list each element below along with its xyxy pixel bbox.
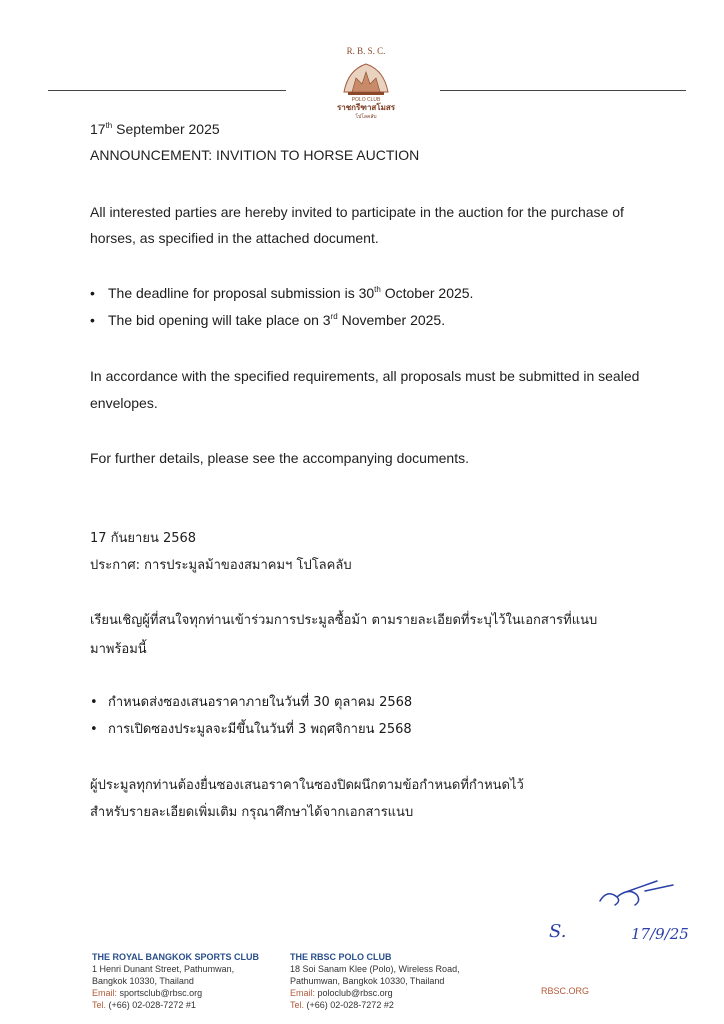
bullet1-sup: th (374, 285, 381, 294)
thai-para2: ผู้ประมูลทุกท่านต้องยื่นซองเสนอราคาในซองปิดผนึกตามข้อกำหนดที่กำหนดไว้ (90, 778, 524, 793)
club2-tel-label: Tel. (290, 1000, 305, 1010)
logo-sub-text: โปโลคลับ (355, 114, 377, 120)
club1-tel-label: Tel. (92, 1000, 107, 1010)
club1-tel-value: (+66) 02-028-7272 #1 (106, 1000, 196, 1010)
club1-email-label: Email: (92, 988, 118, 998)
english-bullet-2 (90, 310, 445, 330)
bullet1-pre: The deadline for proposal submission is 30 (108, 285, 375, 301)
handwritten-signature (545, 875, 705, 945)
bullet-dot: • (90, 312, 95, 328)
bullet2-sup: rd (330, 312, 338, 321)
thai-date: 17 กันยายน 2568 (90, 531, 197, 546)
website-link[interactable]: RBSC.ORG (541, 986, 590, 996)
thai-para1-line1: เรียนเชิญผู้ที่สนใจทุกท่านเข้าร่วมการประมูลซื้อม้า ตามรายละเอียดที่ระบุไว้ในเอกสารที่แนบ (90, 613, 598, 628)
english-date (90, 116, 220, 142)
logo-thai-text: ราชกรีฑาสโมสร (336, 103, 396, 112)
english-para1-line1: All interested parties are hereby invited to participate in the auction for the purchase of (90, 204, 624, 220)
club1-addr1: 1 Henri Dunant Street, Pathumwan, (92, 964, 235, 974)
club1-email-row (92, 987, 259, 999)
bullet-dot: • (90, 285, 95, 301)
bullet2-pre: The bid opening will take place on 3 (108, 312, 331, 328)
thai-bullet-1 (90, 693, 412, 713)
logo-mid-text: POLO CLUB (351, 97, 381, 103)
english-title: ANNOUNCEMENT: INVITION TO HORSE AUCTION (90, 147, 420, 163)
date-rest: September 2025 (112, 121, 220, 137)
club2-tel-value: (+66) 02-028-7272 #2 (304, 1000, 394, 1010)
header-rule-right (440, 90, 686, 91)
thai-bullet2-text: การเปิดซองประมูลจะมีขึ้นในวันที่ 3 พฤศจิกายน 2568 (108, 722, 412, 737)
date-day: 17 (90, 121, 106, 137)
footer-club2 (290, 951, 460, 1011)
club2-addr2: Pathumwan, Bangkok 10330, Thailand (290, 976, 445, 986)
footer-club1 (92, 951, 259, 1011)
english-para2-line2: envelopes. (90, 395, 158, 411)
signature-initial: S. (549, 921, 567, 942)
club1-addr2: Bangkok 10330, Thailand (92, 976, 194, 986)
bullet-dot: • (90, 695, 98, 710)
bullet1-post: October 2025. (380, 285, 474, 301)
club1-email-link[interactable]: sportsclub@rbsc.org (117, 988, 203, 998)
header-rule-left (48, 90, 286, 91)
date-suffix: th (105, 121, 113, 130)
club1-name: THE ROYAL BANGKOK SPORTS CLUB (92, 952, 260, 962)
club2-name: THE RBSC POLO CLUB (290, 952, 392, 962)
thai-bullet-2 (90, 720, 412, 740)
english-bullet-1 (90, 283, 473, 303)
thai-title: ประกาศ: การประมูลม้าของสมาคมฯ โปโลคลับ (90, 558, 352, 573)
signature-date: 17/9/25 (631, 925, 689, 943)
club2-email-label: Email: (290, 988, 316, 998)
club2-tel-row (290, 999, 460, 1011)
thai-para1-line2: มาพร้อมนี้ (90, 642, 147, 657)
logo-top-text: R. B. S. C. (346, 46, 386, 56)
bullet-dot: • (90, 722, 98, 737)
rbsc-polo-club-logo (326, 40, 406, 120)
club2-addr1: 18 Soi Sanam Klee (Polo), Wireless Road, (290, 964, 460, 974)
thai-para3: สำหรับรายละเอียดเพิ่มเติม กรุณาศึกษาได้จากเอกสารแนบ (90, 805, 414, 820)
club1-tel-row (92, 999, 259, 1011)
english-para2-line1: In accordance with the specified requirements, all proposals must be submitted in sealed (90, 368, 640, 384)
club2-email-row (290, 987, 460, 999)
bullet2-post: November 2025. (337, 312, 446, 328)
english-para3: For further details, please see the accompanying documents. (90, 450, 469, 466)
english-para1-line2: horses, as specified in the attached document. (90, 230, 379, 246)
club2-email-link[interactable]: poloclub@rbsc.org (315, 988, 393, 998)
thai-bullet1-text: กำหนดส่งซองเสนอราคาภายในวันที่ 30 ตุลาคม 2568 (108, 695, 413, 710)
